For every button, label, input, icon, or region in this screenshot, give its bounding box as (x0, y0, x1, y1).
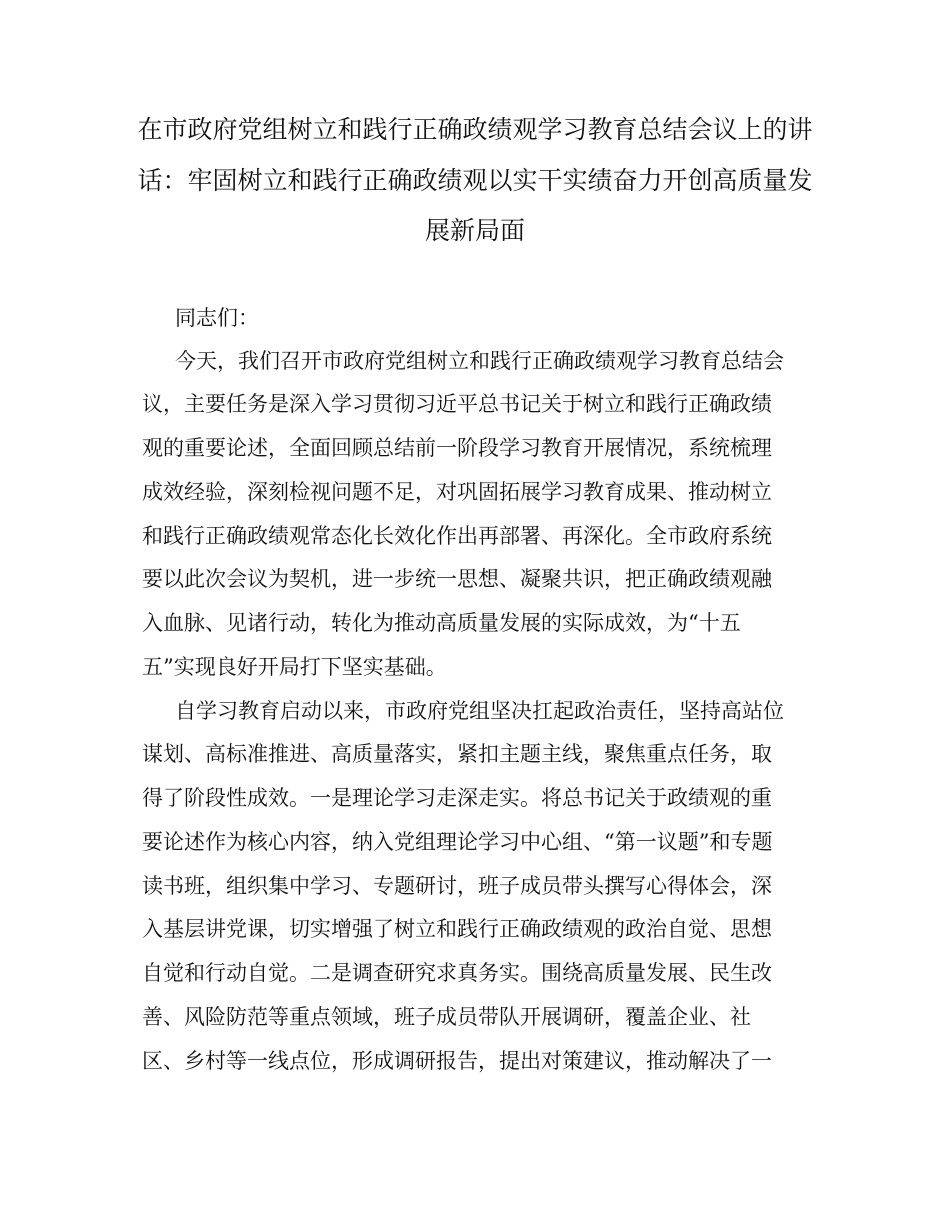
paragraph-2-line-8: 善、风险防范等重点领域，班子成员带队开展调研，覆盖企业、社 (142, 1005, 751, 1029)
paragraph-2-line-9: 区、乡村等一线点位，形成调研报告，提出对策建议，推动解决了一 (142, 1049, 772, 1073)
paragraph-1-line-3: 观的重要论述，全面回顾总结前一阶段学习教育开展情况，系统梳理 (142, 436, 772, 460)
paragraph-1-line-1: 今天，我们召开市政府党组树立和践行正确政绩观学习教育总结会 (175, 349, 784, 373)
document-title-line-2: 话：牢固树立和践行正确政绩观以实干实绩奋力开创高质量发 (137, 166, 813, 195)
paragraph-2-line-4: 要论述作为核心内容，纳入党组理论学习中心组、“第一议题”和专题 (142, 830, 773, 854)
salutation: 同志们： (175, 306, 259, 330)
paragraph-1-line-7: 入血脉、见诸行动，转化为推动高质量发展的实际成效，为“十五 (142, 611, 741, 635)
paragraph-2-line-2: 谋划、高标准推进、高质量落实，紧扣主题主线，聚焦重点任务，取 (142, 742, 772, 766)
paragraph-1-line-5: 和践行正确政绩观常态化长效化作出再部署、再深化。全市政府系统 (142, 524, 772, 548)
paragraph-1-line-4: 成效经验，深刻检视问题不足，对巩固拓展学习教育成果、推动树立 (142, 480, 772, 504)
document-title-line-1: 在市政府党组树立和践行正确政绩观学习教育总结会议上的讲 (137, 115, 813, 144)
paragraph-2-line-6: 入基层讲党课，切实增强了树立和践行正确政绩观的政治自觉、思想 (142, 917, 772, 941)
paragraph-2-line-3: 得了阶段性成效。一是理论学习走深走实。将总书记关于政绩观的重 (142, 786, 772, 810)
paragraph-2-line-5: 读书班，组织集中学习、专题研讨，班子成员带头撰写心得体会，深 (142, 874, 772, 898)
document-title-line-3: 展新局面 (424, 216, 525, 245)
paragraph-2-line-7: 自觉和行动自觉。二是调查研究求真务实。围绕高质量发展、民生改 (142, 961, 772, 985)
paragraph-2-line-1: 自学习教育启动以来，市政府党组坚决扛起政治责任，坚持高站位 (175, 699, 784, 723)
paragraph-1-line-2: 议，主要任务是深入学习贯彻习近平总书记关于树立和践行正确政绩 (142, 392, 772, 416)
paragraph-1-line-6: 要以此次会议为契机，进一步统一思想、凝聚共识，把正确政绩观融 (142, 567, 772, 591)
paragraph-1-line-8: 五”实现良好开局打下坚实基础。 (142, 655, 447, 679)
